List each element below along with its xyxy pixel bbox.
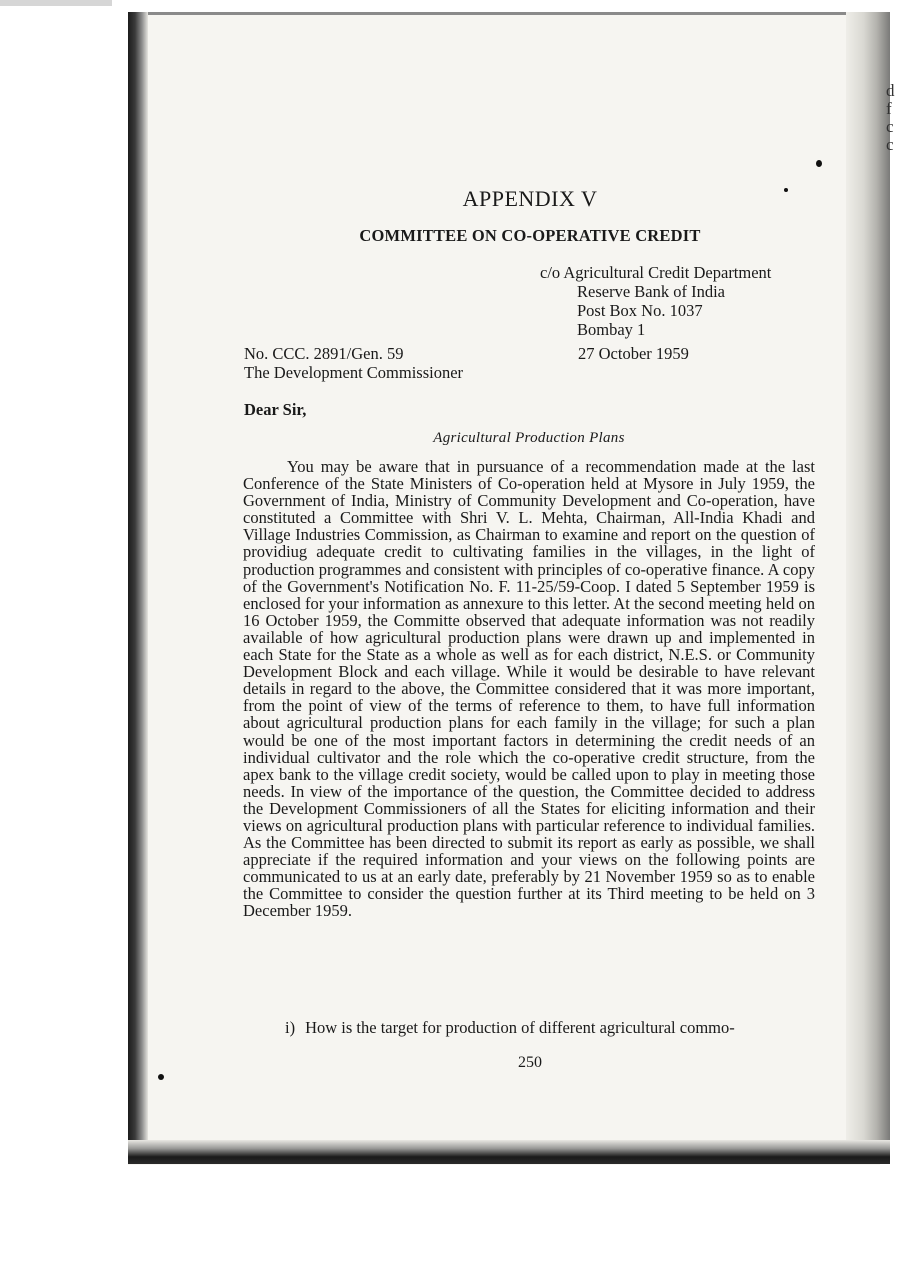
ink-speck bbox=[816, 160, 822, 167]
ink-speck bbox=[158, 1074, 164, 1080]
list-item-text: How is the target for production of different agricultural commo- bbox=[305, 1018, 735, 1037]
addressee: The Development Commissioner bbox=[244, 363, 464, 382]
margin-letter: c bbox=[886, 117, 894, 136]
scan-background bbox=[0, 0, 901, 10]
page-number: 250 bbox=[518, 1054, 542, 1071]
reference-number: No. CCC. 2891/Gen. 59 bbox=[244, 344, 404, 363]
margin-letter: f bbox=[886, 99, 892, 118]
page-bottom-edge bbox=[128, 1140, 890, 1164]
letter-reference bbox=[244, 344, 544, 382]
body-paragraph: You may be aware that in pursuance of a recommendation made at the last Conference of the State Ministers of Co-operation held at Mysore in July 1959, the Government of India, Ministry of Community Development and Co-operation, have constituted a Committee with Shri V. L. Mehta, Chairman, All-India Khadi and Village Industries Commission, as Chairman to examine and report on the question of providiug adequate credit to cultivating families in the villages, in the light of production programmes and consistent with principles of co-operative finance. A copy of the Government's Notification No. F. 11-25/59-Coop. I dated 5 September 1959 is enclosed for your information as annexure to this letter. At the second meeting held on 16 October 1959, the Committe observed that adequate information was not readily available of how agricultural production plans were drawn up and implemented in each State for the State as a whole as well as for each district, N.E.S. or Community Development Block and each village. While it would be desirable to have relevant details in regard to the above, the Committee considered that it was more important, from the point of view of the terms of reference to them, to have full information about agricultural production plans for each family in the village; for such a plan would be one of the most important factors in determining the credit needs of an individual cultivator and the role which the co-operative credit structure, from the apex bank to the village credit society, would be called upon to play in meeting those needs. In view of the importance of the question, the Committee decided to address the Development Commissioners of all the States for eliciting information and their views on agricultural production plans with particular reference to individual families. As the Committee has been directed to submit its report as early as possible, we shall appreciate if the required information and your views on the following points are communicated to us at an early date, preferably by 21 November 1959 so as to enable the Committee to consider the question further at its Third meeting to be held on 3 December 1959. bbox=[243, 457, 815, 921]
margin-letter: d bbox=[886, 81, 895, 100]
ink-speck bbox=[784, 188, 788, 192]
letter-date: 27 October 1959 bbox=[578, 344, 689, 363]
page-right-edge bbox=[846, 12, 890, 1162]
list-item bbox=[285, 1018, 825, 1038]
scanner-edge bbox=[0, 0, 112, 6]
page-binding-shadow bbox=[128, 12, 148, 1162]
committee-title: COMMITTEE ON CO-OPERATIVE CREDIT bbox=[359, 226, 701, 245]
address-line: Post Box No. 1037 bbox=[577, 301, 703, 320]
margin-letter: c bbox=[886, 135, 894, 154]
section-heading: Agricultural Production Plans bbox=[433, 430, 625, 446]
address-line: Bombay 1 bbox=[577, 320, 646, 339]
adjacent-page-letters bbox=[886, 82, 900, 154]
list-item-number: i) bbox=[285, 1018, 296, 1037]
sender-address bbox=[540, 263, 830, 339]
address-line: Reserve Bank of India bbox=[577, 282, 725, 301]
address-line: c/o Agricultural Credit Department bbox=[540, 263, 772, 282]
salutation: Dear Sir, bbox=[244, 400, 307, 419]
appendix-title: APPENDIX V bbox=[462, 186, 598, 211]
